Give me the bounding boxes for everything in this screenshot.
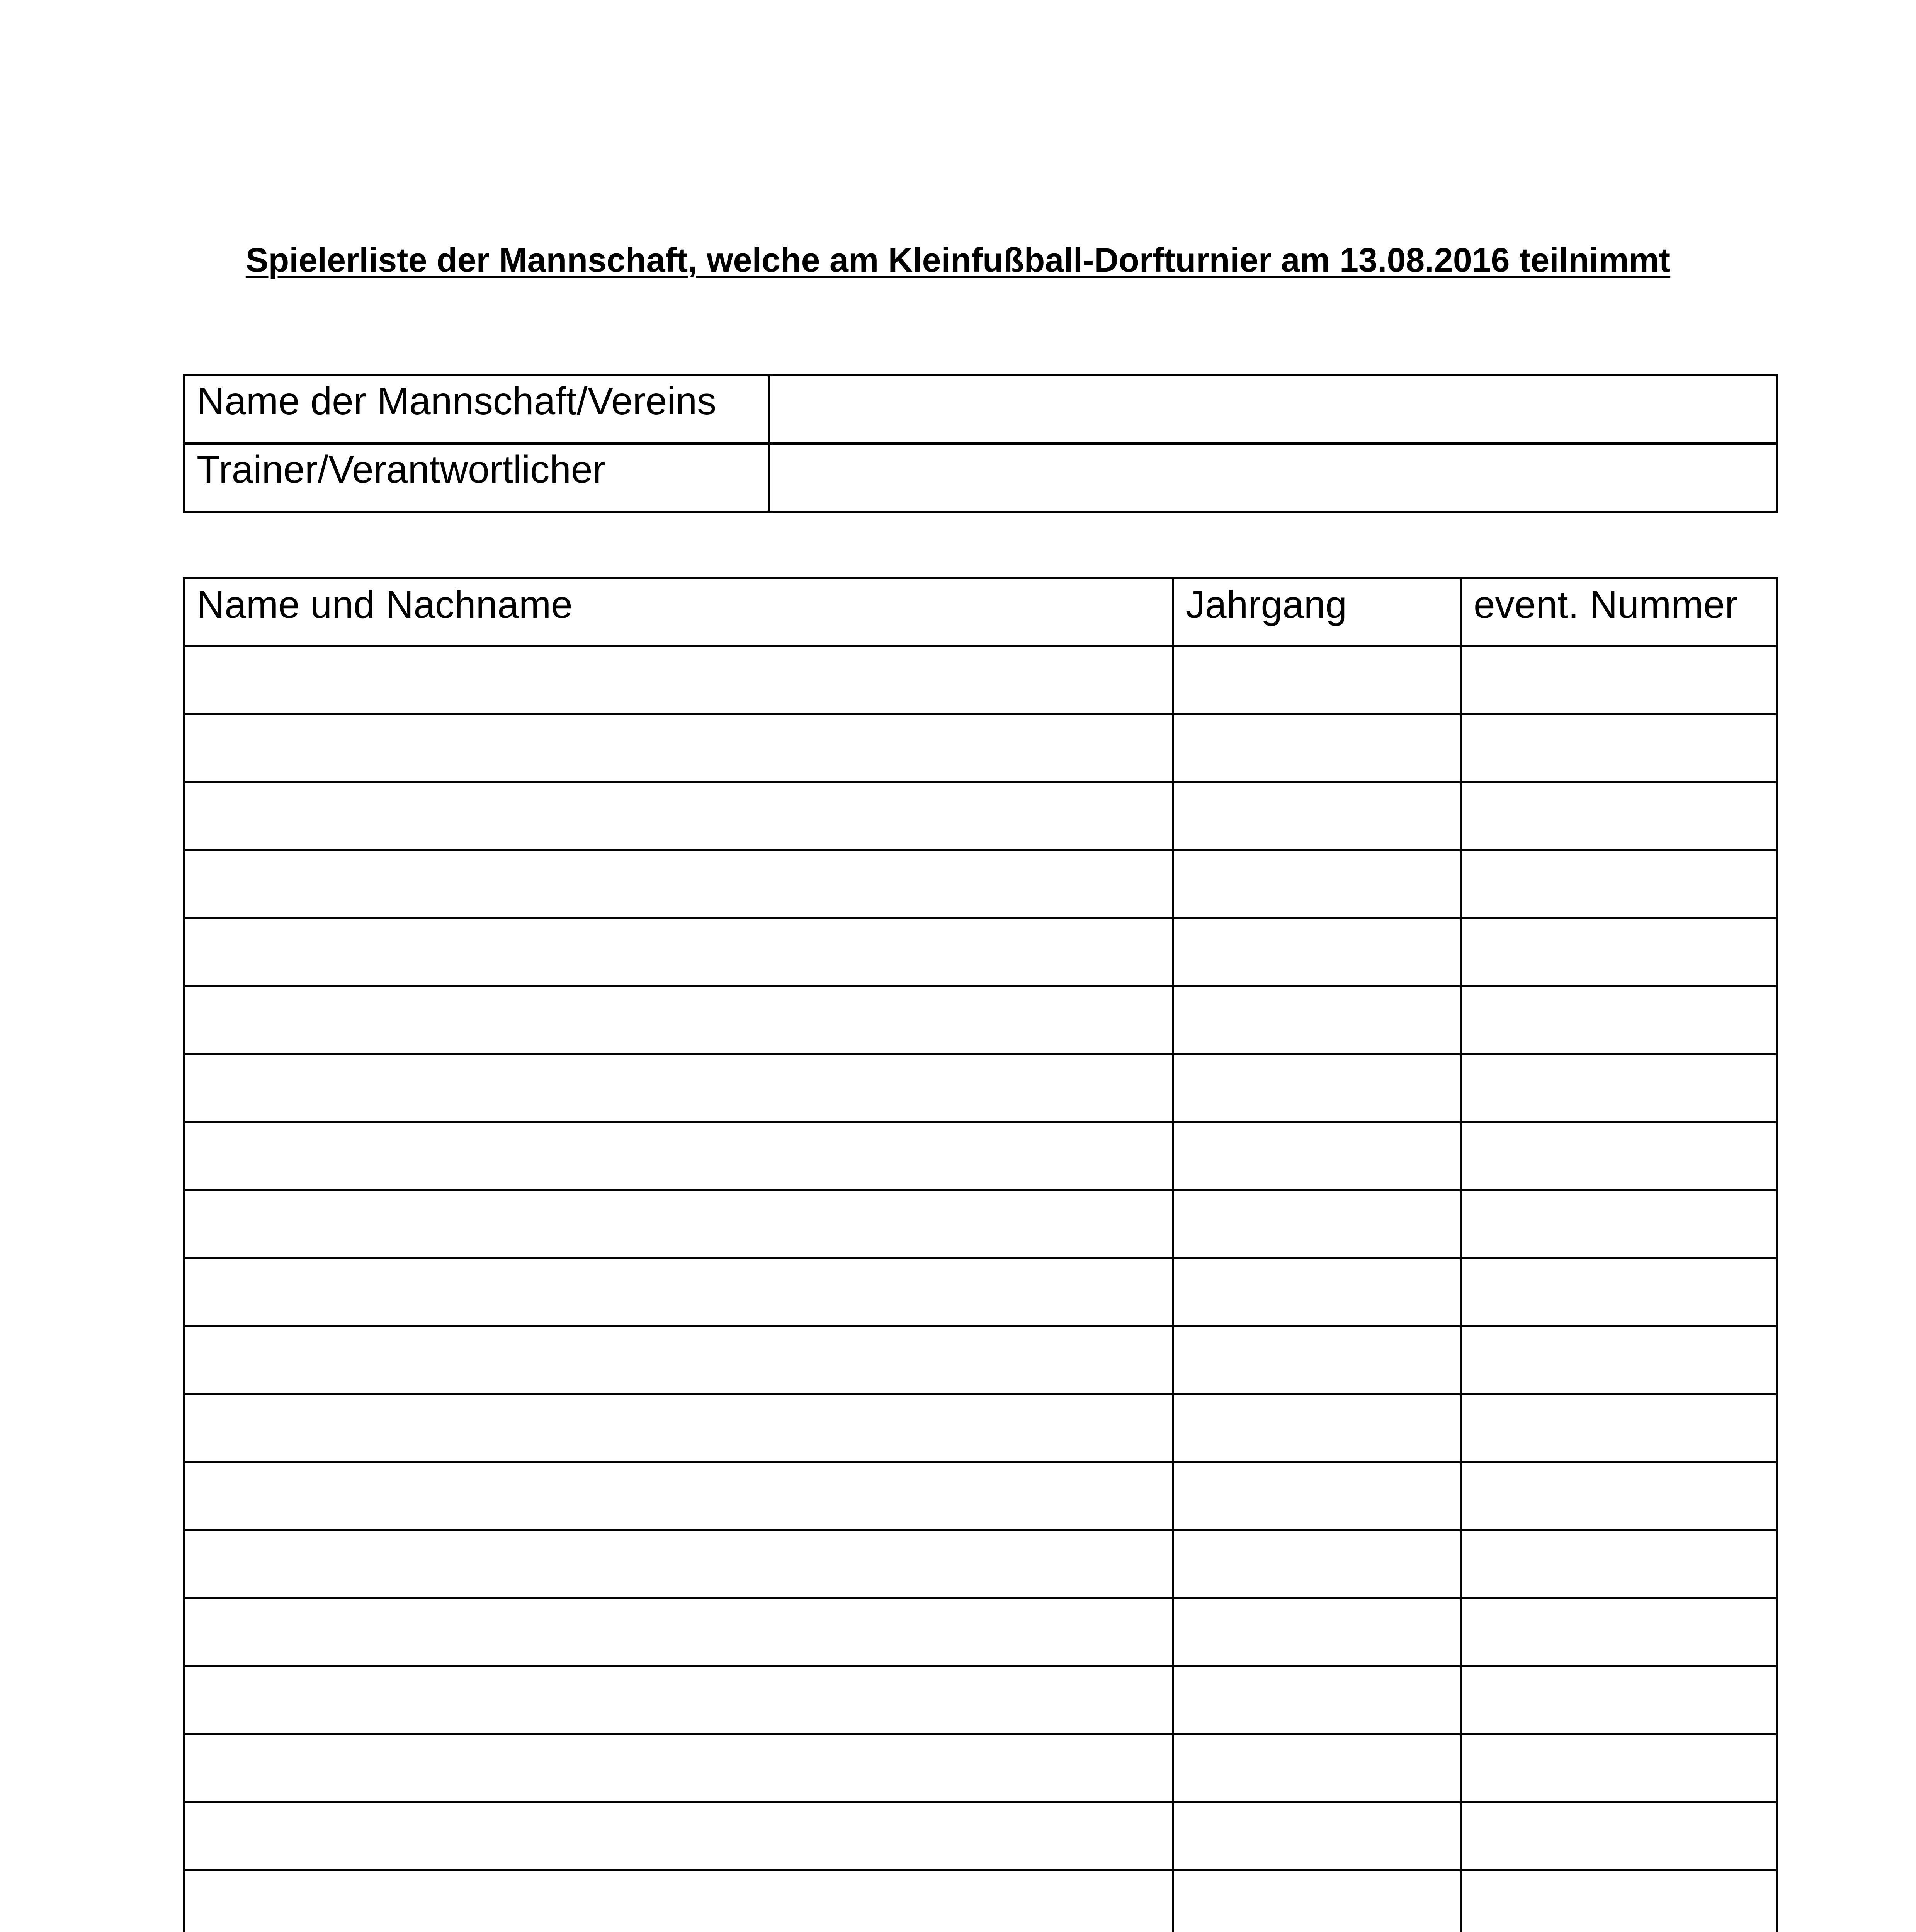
player-row [184,1666,1777,1734]
player-name-cell[interactable] [184,1666,1173,1734]
player-year-cell[interactable] [1173,918,1461,986]
player-list-table [183,577,1778,1932]
player-name-cell[interactable] [184,1122,1173,1190]
player-row [184,1802,1777,1870]
player-number-cell[interactable] [1461,1190,1777,1258]
player-year-cell[interactable] [1173,1734,1461,1802]
player-year-cell[interactable] [1173,1122,1461,1190]
player-name-cell[interactable] [184,1258,1173,1326]
player-number-cell[interactable] [1461,714,1777,782]
player-row [184,1122,1777,1190]
player-name-cell[interactable] [184,1190,1173,1258]
team-name-row [184,375,1777,444]
player-name-cell[interactable] [184,646,1173,714]
player-number-cell[interactable] [1461,782,1777,850]
player-number-cell[interactable] [1461,1598,1777,1666]
player-name-cell[interactable] [184,1734,1173,1802]
player-name-cell[interactable] [184,1394,1173,1462]
player-row [184,1870,1777,1932]
player-year-cell[interactable] [1173,1462,1461,1530]
player-row [184,1054,1777,1122]
player-year-cell[interactable] [1173,1802,1461,1870]
player-row [184,782,1777,850]
trainer-field[interactable] [769,444,1777,512]
player-name-cell[interactable] [184,918,1173,986]
player-name-cell[interactable] [184,1870,1173,1932]
player-name-cell[interactable] [184,1462,1173,1530]
team-name-field[interactable] [769,375,1777,444]
player-year-cell[interactable] [1173,1870,1461,1932]
player-year-cell[interactable] [1173,782,1461,850]
player-year-cell[interactable] [1173,850,1461,918]
player-name-cell[interactable] [184,782,1173,850]
player-number-cell[interactable] [1461,918,1777,986]
player-rows [184,646,1777,1932]
player-row [184,1190,1777,1258]
player-number-cell[interactable] [1461,1802,1777,1870]
player-number-cell[interactable] [1461,1870,1777,1932]
player-row [184,1734,1777,1802]
player-number-cell[interactable] [1461,1054,1777,1122]
player-name-cell[interactable] [184,1054,1173,1122]
player-name-cell[interactable] [184,1598,1173,1666]
player-name-cell[interactable] [184,1326,1173,1394]
player-name-cell[interactable] [184,850,1173,918]
player-number-cell[interactable] [1461,646,1777,714]
column-header-number: event. Nummer [1461,578,1777,646]
player-year-cell[interactable] [1173,1394,1461,1462]
player-number-cell[interactable] [1461,1530,1777,1598]
trainer-row [184,444,1777,512]
player-list-header-row [184,578,1777,646]
player-name-cell[interactable] [184,714,1173,782]
player-year-cell[interactable] [1173,1190,1461,1258]
column-header-name: Name und Nachname [184,578,1173,646]
player-row [184,1394,1777,1462]
player-name-cell[interactable] [184,986,1173,1054]
player-number-cell[interactable] [1461,1326,1777,1394]
player-name-cell[interactable] [184,1802,1173,1870]
player-number-cell[interactable] [1461,986,1777,1054]
player-row [184,1530,1777,1598]
player-row [184,1326,1777,1394]
player-name-cell[interactable] [184,1530,1173,1598]
page-title: Spielerliste der Mannschaft, welche am Kleinfußball-Dorfturnier am 13.08.2016 teilnimmt [245,241,1671,279]
player-number-cell[interactable] [1461,850,1777,918]
player-row [184,918,1777,986]
player-year-cell[interactable] [1173,1258,1461,1326]
player-year-cell[interactable] [1173,646,1461,714]
player-row [184,1258,1777,1326]
column-header-year: Jahrgang [1173,578,1461,646]
player-year-cell[interactable] [1173,714,1461,782]
trainer-label: Trainer/Verantwortlicher [184,444,769,512]
player-year-cell[interactable] [1173,1666,1461,1734]
player-year-cell[interactable] [1173,1054,1461,1122]
player-number-cell[interactable] [1461,1666,1777,1734]
player-year-cell[interactable] [1173,1326,1461,1394]
player-year-cell[interactable] [1173,1598,1461,1666]
player-year-cell[interactable] [1173,986,1461,1054]
player-row [184,1462,1777,1530]
team-info-table [183,374,1778,513]
player-row [184,1598,1777,1666]
player-number-cell[interactable] [1461,1122,1777,1190]
player-number-cell[interactable] [1461,1462,1777,1530]
player-row [184,714,1777,782]
player-row [184,646,1777,714]
player-row [184,986,1777,1054]
player-number-cell[interactable] [1461,1734,1777,1802]
player-number-cell[interactable] [1461,1258,1777,1326]
team-name-label: Name der Mannschaft/Vereins [184,375,769,444]
player-year-cell[interactable] [1173,1530,1461,1598]
player-row [184,850,1777,918]
player-number-cell[interactable] [1461,1394,1777,1462]
